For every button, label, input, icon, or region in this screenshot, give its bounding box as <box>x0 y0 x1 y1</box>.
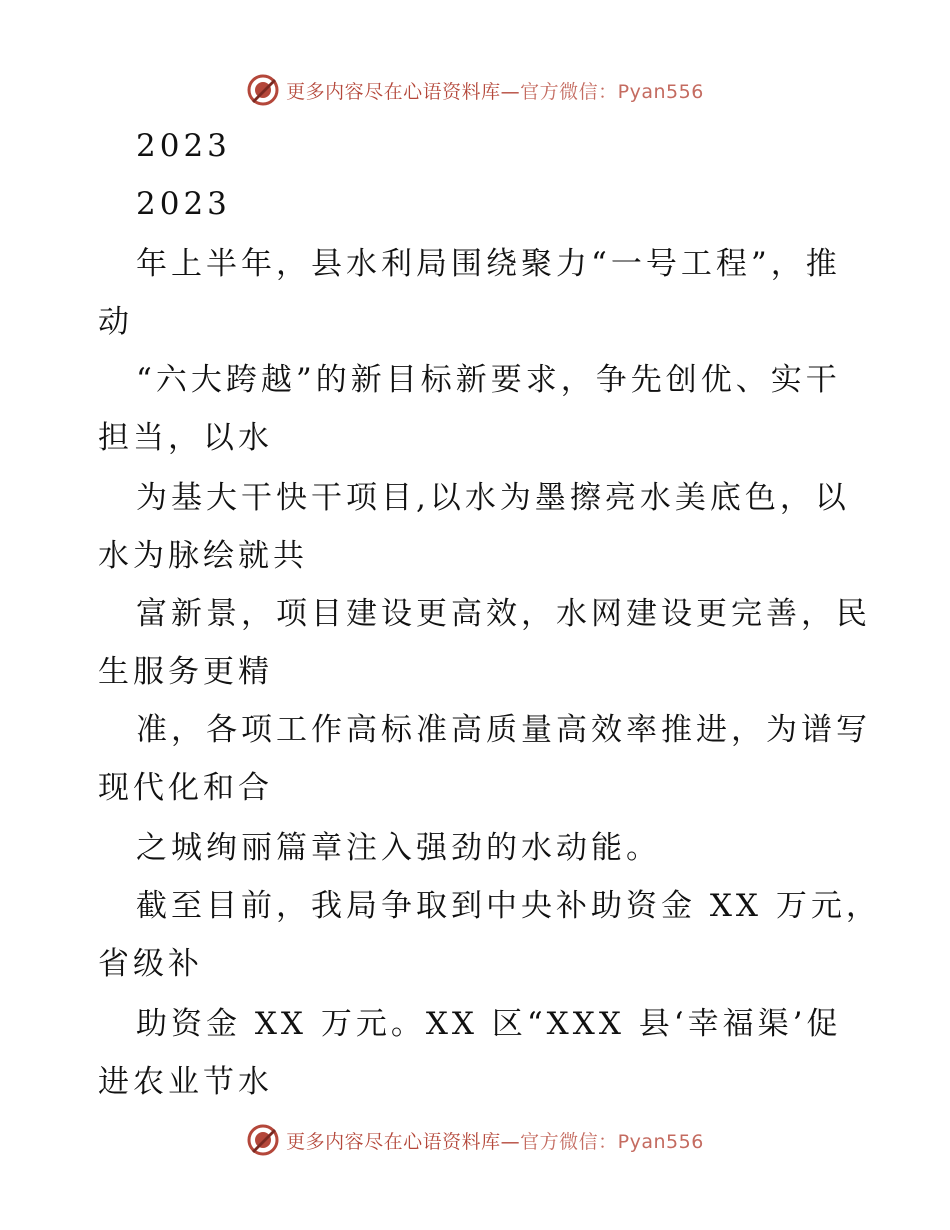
body-line: 富新景，项目建设更高效，水网建设更完善，民 <box>136 596 871 632</box>
body-line: 准，各项工作高标准高质量高效率推进，为谱写 <box>136 712 871 748</box>
pen-logo-icon <box>246 1123 280 1157</box>
header-banner <box>0 70 950 110</box>
body-line: 水为脉绘就共 <box>98 538 308 574</box>
body-line: 为基大干快干项目,以水为墨擦亮水美底色，以 <box>136 480 850 516</box>
body-line: 年上半年，县水利局围绕聚力“一号工程”，推 <box>136 246 841 282</box>
body-line: 截至目前，我局争取到中央补助资金 XX 万元， <box>136 888 881 924</box>
body-line: 动 <box>98 304 133 340</box>
body-line: 生服务更精 <box>98 654 273 690</box>
body-line: 担当，以水 <box>98 420 273 456</box>
body-line: 2023 <box>136 128 231 164</box>
body-line: 省级补 <box>98 946 203 982</box>
body-line: 2023 <box>136 186 231 222</box>
body-line: 现代化和合 <box>98 770 273 806</box>
body-line: 助资金 XX 万元。XX 区“XXX 县‘幸福渠’促 <box>136 1006 842 1042</box>
pen-logo-icon <box>246 73 280 107</box>
header-banner-text: 更多内容尽在心语资料库—官方微信：Pyan556 <box>286 80 704 103</box>
body-line: “六大跨越”的新目标新要求，争先创优、实干 <box>136 362 841 398</box>
body-line: 之城绚丽篇章注入强劲的水动能。 <box>136 830 661 866</box>
body-line: 进农业节水 <box>98 1064 273 1100</box>
footer-banner-text: 更多内容尽在心语资料库—官方微信：Pyan556 <box>286 1130 704 1153</box>
footer-banner <box>0 1120 950 1160</box>
